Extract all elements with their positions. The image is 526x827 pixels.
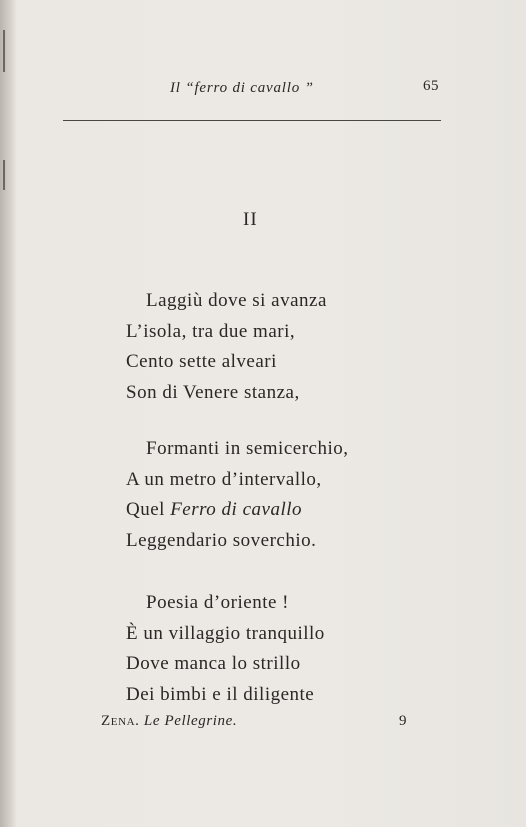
page-number: 65 (423, 78, 439, 94)
spine-mark-bottom (3, 160, 5, 190)
verse-line: A un metro d’intervallo, (126, 468, 322, 490)
verse-line: Formanti in semicerchio, (146, 438, 349, 459)
verse-line: L’isola, tra due mari, (126, 320, 296, 342)
verse-line: Poesia d’oriente ! (146, 592, 290, 613)
verse-line: Laggiù dove si avanza (146, 290, 327, 311)
stanza-2 (126, 434, 348, 556)
stanza-3 (126, 588, 325, 710)
spine-mark-top (3, 30, 5, 72)
section-number: II (243, 209, 258, 230)
footer-book-title: Le Pellegrine. (143, 713, 238, 729)
verse-line: Cento sette alveari (126, 351, 277, 372)
footer-author: Zena. (101, 713, 140, 729)
verse-line: È un villaggio tranquillo (126, 622, 325, 644)
footer-imprint (101, 713, 237, 730)
verse-line: Dei bimbi e il diligente (126, 683, 315, 705)
signature-mark: 9 (399, 713, 407, 729)
verse-line: Son di Venere stanza, (126, 381, 300, 403)
verse-line: Dove manca lo strillo (126, 653, 301, 674)
verse-line-prefix: Quel (126, 499, 171, 520)
header-rule (63, 120, 441, 121)
verse-line-italic: Ferro di cavallo (170, 499, 303, 520)
verse-line (126, 495, 348, 526)
verse-line: Leggendario soverchio. (126, 529, 317, 551)
running-title: Il “ferro di cavallo ” (170, 80, 314, 96)
book-spine-shadow (0, 0, 16, 827)
stanza-1 (126, 286, 327, 408)
